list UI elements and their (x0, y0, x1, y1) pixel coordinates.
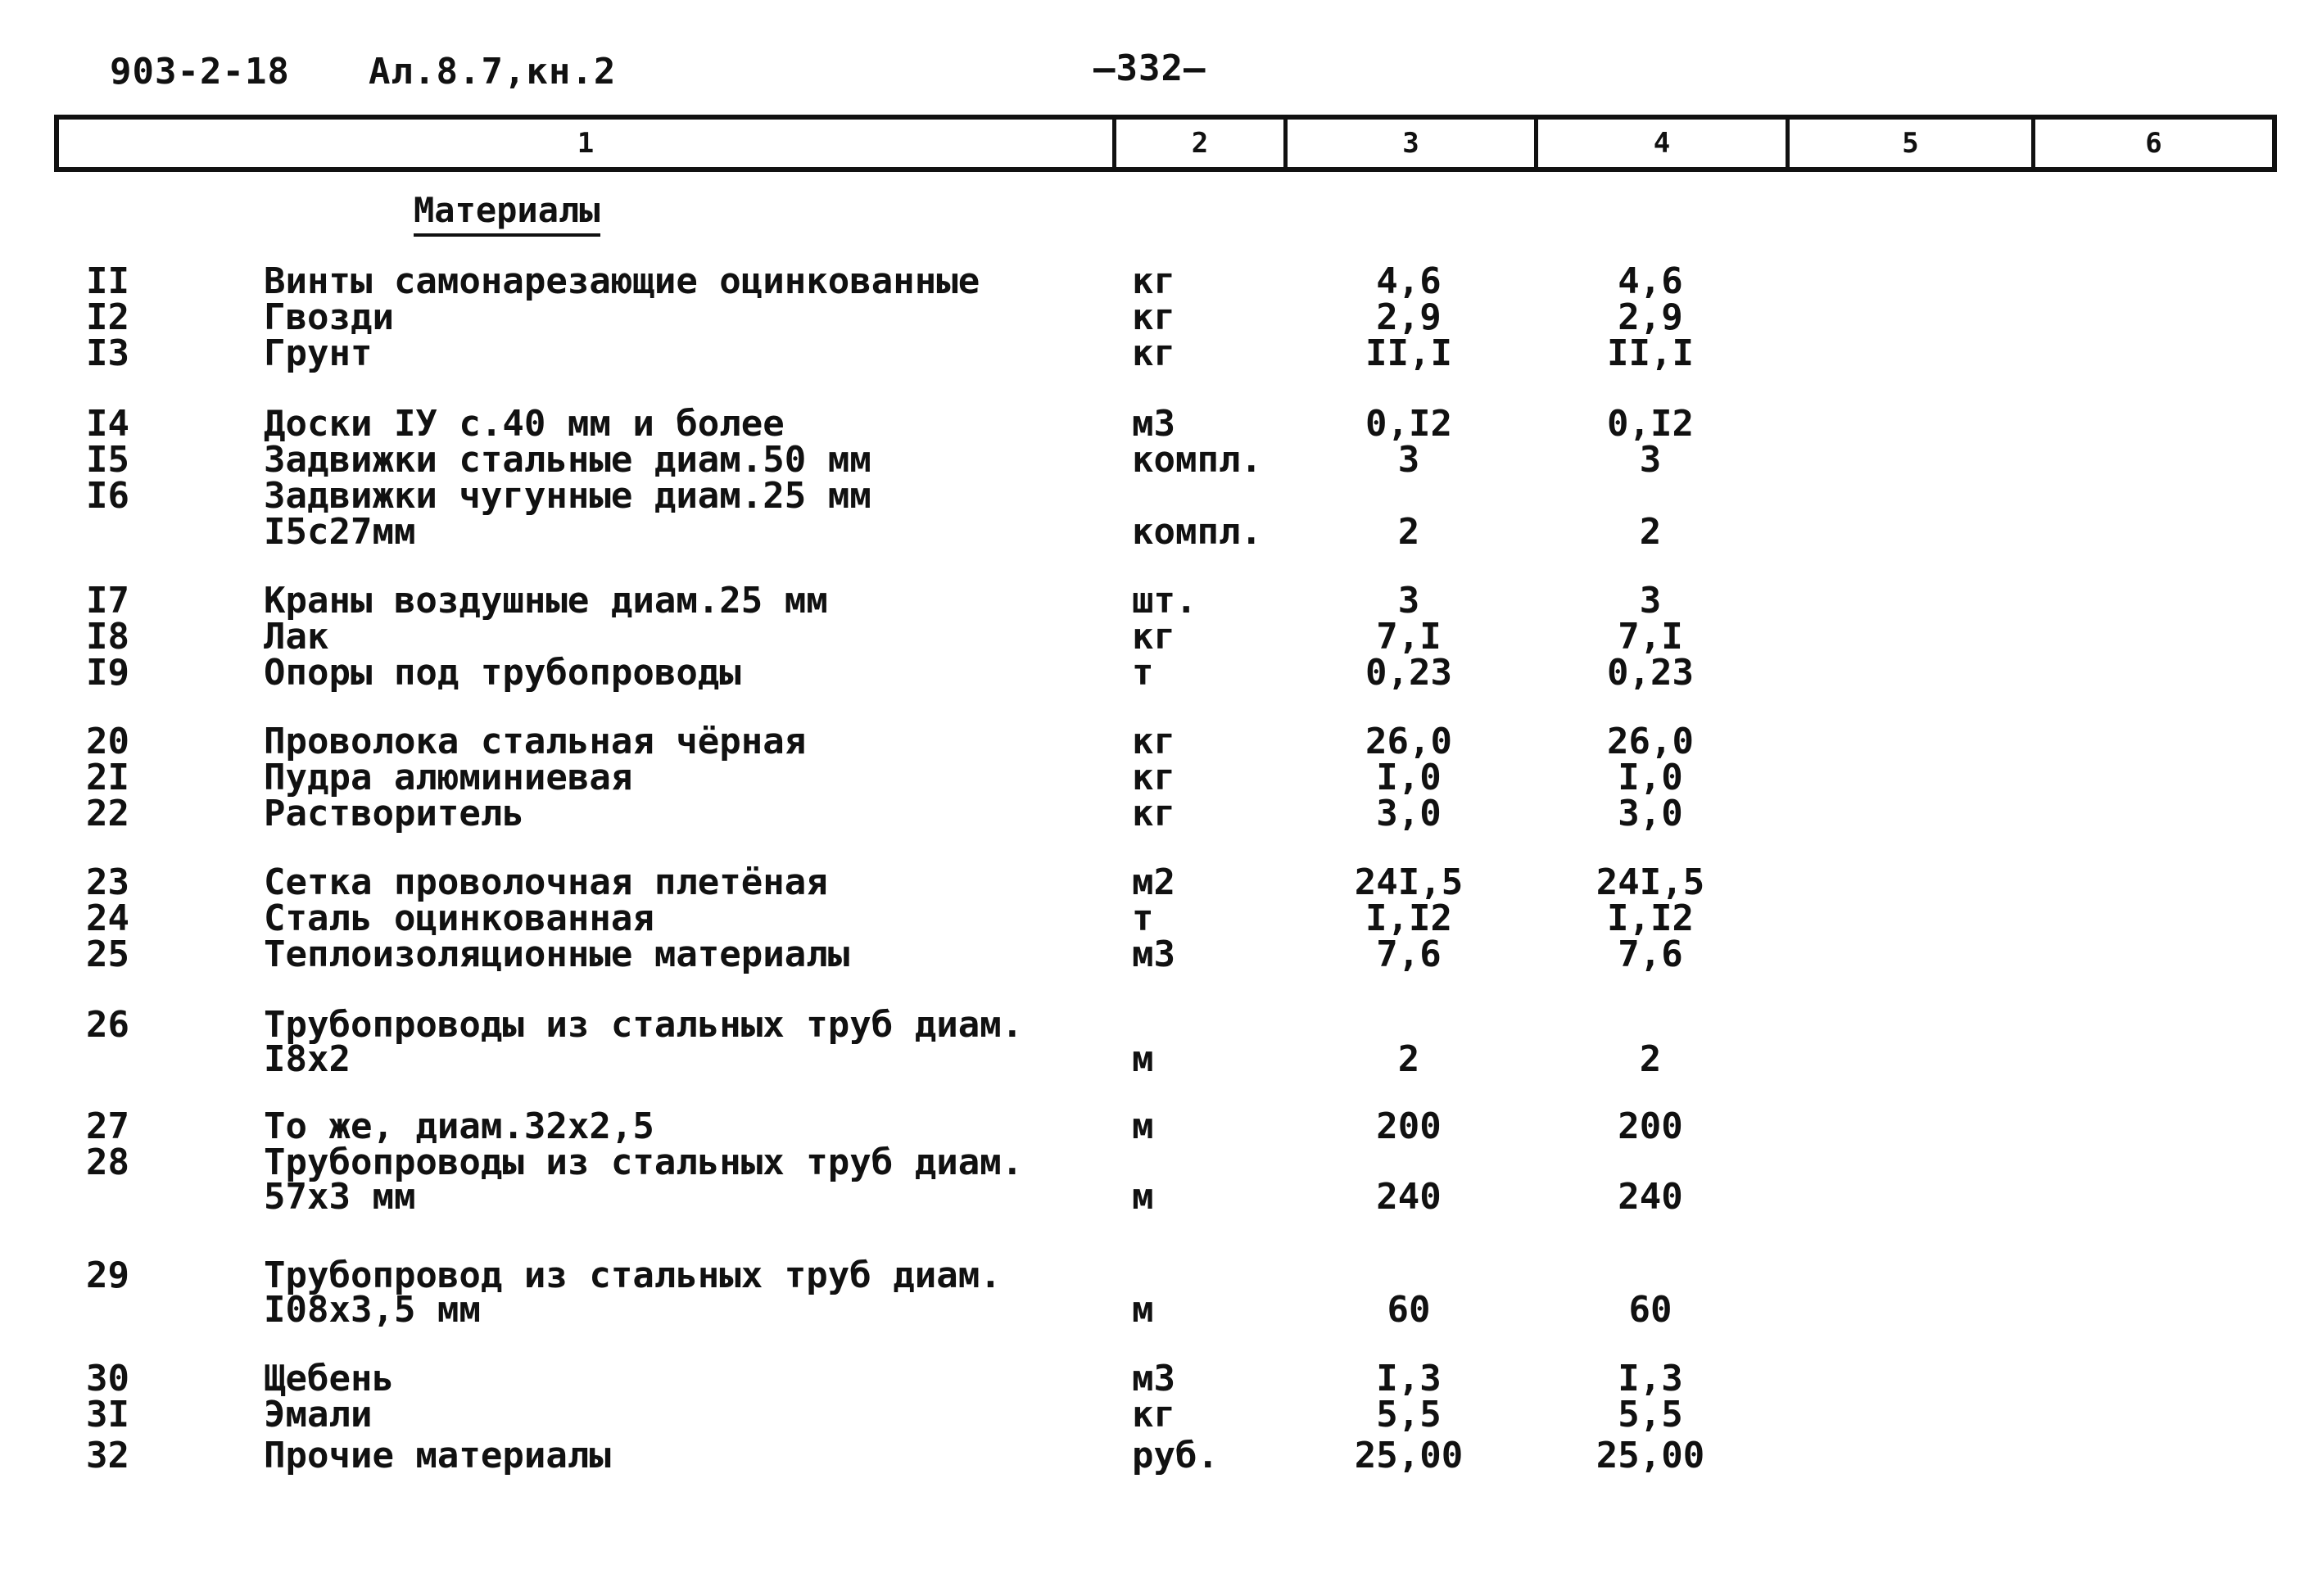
quantity-col-4: 26,0 (1607, 721, 1694, 762)
quantity-col-4: 0,23 (1607, 652, 1694, 694)
table-row (0, 403, 2322, 445)
quantity-col-3: 240 (1376, 1176, 1442, 1218)
material-name: I5с27мм (264, 511, 416, 553)
quantity-col-3: II,I (1365, 332, 1452, 374)
material-name: Задвижки чугунные диам.25 мм (264, 475, 871, 517)
table-row (0, 616, 2322, 658)
table-row (0, 757, 2322, 798)
quantity-col-3: 3 (1397, 580, 1420, 622)
row-number: I9 (86, 652, 129, 694)
table-row (0, 296, 2322, 338)
unit: м (1132, 1038, 1154, 1080)
quantity-col-3: I,I2 (1365, 897, 1452, 939)
row-number: 2I (86, 757, 129, 798)
quantity-col-4: 200 (1618, 1105, 1683, 1147)
quantity-col-3: 0,I2 (1365, 403, 1452, 445)
unit: м2 (1132, 861, 1175, 903)
unit: м3 (1132, 1358, 1175, 1399)
table-row (0, 793, 2322, 834)
table-row (0, 1176, 2322, 1218)
row-number: 27 (86, 1105, 129, 1147)
quantity-col-4: 5,5 (1618, 1394, 1683, 1435)
quantity-col-3: 2,9 (1376, 296, 1442, 338)
material-name: Винты самонарезающие оцинкованные (264, 260, 980, 302)
table-row (0, 1394, 2322, 1435)
column-header-2: 2 (1116, 120, 1288, 167)
table-row (0, 1435, 2322, 1476)
document-code: 903-2-18 (110, 51, 290, 93)
quantity-col-4: 7,I (1618, 616, 1683, 658)
unit: кг (1132, 260, 1175, 302)
quantity-col-3: 2 (1397, 1038, 1420, 1080)
unit: кг (1132, 1394, 1175, 1435)
material-name: Доски IУ с.40 мм и более (264, 403, 785, 445)
quantity-col-4: 7,6 (1618, 934, 1683, 975)
quantity-col-4: I,3 (1618, 1358, 1683, 1399)
quantity-col-4: 2 (1639, 1038, 1662, 1080)
material-name: I08х3,5 мм (264, 1289, 481, 1331)
unit: кг (1132, 721, 1175, 762)
quantity-col-3: I,3 (1376, 1358, 1442, 1399)
row-number: 25 (86, 934, 129, 975)
column-header-4: 4 (1538, 120, 1790, 167)
quantity-col-4: 24I,5 (1596, 861, 1705, 903)
material-name: Прочие материалы (264, 1435, 611, 1476)
quantity-col-4: 2 (1639, 511, 1662, 553)
quantity-col-3: 5,5 (1376, 1394, 1442, 1435)
quantity-col-3: 4,6 (1376, 260, 1442, 302)
row-number: 26 (86, 1004, 129, 1046)
row-number: I5 (86, 439, 129, 481)
quantity-col-3: 26,0 (1365, 721, 1452, 762)
row-number: I2 (86, 296, 129, 338)
material-name: Щебень (264, 1358, 394, 1399)
unit: руб. (1132, 1435, 1219, 1476)
material-name: I8х2 (264, 1038, 351, 1080)
unit: кг (1132, 757, 1175, 798)
table-row (0, 332, 2322, 374)
material-name: Трубопроводы из стальных труб диам. (264, 1004, 1024, 1046)
quantity-col-4: 2,9 (1618, 296, 1683, 338)
quantity-col-4: 3 (1639, 580, 1662, 622)
table-row (0, 1358, 2322, 1399)
row-number: II (86, 260, 129, 302)
table-row (0, 511, 2322, 553)
quantity-col-3: 3 (1397, 439, 1420, 481)
unit: кг (1132, 793, 1175, 834)
material-name: Опоры под трубопроводы (264, 652, 741, 694)
table-row (0, 1105, 2322, 1147)
row-number: 28 (86, 1142, 129, 1183)
quantity-col-3: 24I,5 (1354, 861, 1464, 903)
material-name: Пудра алюминиевая (264, 757, 633, 798)
material-name: Задвижки стальные диам.50 мм (264, 439, 871, 481)
unit: компл. (1132, 439, 1262, 481)
material-name: То же, диам.32х2,5 (264, 1105, 654, 1147)
quantity-col-3: 25,00 (1354, 1435, 1464, 1476)
quantity-col-4: I,I2 (1607, 897, 1694, 939)
column-header-6: 6 (2145, 127, 2162, 160)
quantity-col-4: 240 (1618, 1176, 1683, 1218)
material-name: Трубопровод из стальных труб диам. (264, 1255, 1002, 1296)
material-name: Краны воздушные диам.25 мм (264, 580, 828, 622)
unit: т (1132, 652, 1154, 694)
material-name: Трубопроводы из стальных труб диам. (264, 1142, 1024, 1183)
quantity-col-3: 7,6 (1376, 934, 1442, 975)
unit: м3 (1132, 403, 1175, 445)
table-row (0, 439, 2322, 481)
row-number: 20 (86, 721, 129, 762)
quantity-col-4: 25,00 (1596, 1435, 1705, 1476)
material-name: Лак (264, 616, 329, 658)
unit: кг (1132, 296, 1175, 338)
table-row (0, 1038, 2322, 1080)
row-number: I4 (86, 403, 129, 445)
unit: кг (1132, 332, 1175, 374)
unit: кг (1132, 616, 1175, 658)
table-row (0, 475, 2322, 517)
quantity-col-4: 3,0 (1618, 793, 1683, 834)
row-number: I7 (86, 580, 129, 622)
row-number: 22 (86, 793, 129, 834)
material-name: Сталь оцинкованная (264, 897, 654, 939)
material-name: Эмали (264, 1394, 373, 1435)
row-number: I3 (86, 332, 129, 374)
quantity-col-4: II,I (1607, 332, 1694, 374)
material-name: 57х3 мм (264, 1176, 416, 1218)
material-name: Проволока стальная чёрная (264, 721, 807, 762)
unit: шт. (1132, 580, 1197, 622)
quantity-col-4: 3 (1639, 439, 1662, 481)
table-row (0, 260, 2322, 302)
section-title: Материалы (414, 190, 600, 237)
unit: м (1132, 1105, 1154, 1147)
table-row (0, 580, 2322, 622)
column-header-5: 5 (1790, 120, 2035, 167)
row-number: 29 (86, 1255, 129, 1296)
quantity-col-4: 0,I2 (1607, 403, 1694, 445)
quantity-col-3: 60 (1387, 1289, 1431, 1331)
material-name: Растворитель (264, 793, 524, 834)
unit: компл. (1132, 511, 1262, 553)
quantity-col-3: I,0 (1376, 757, 1442, 798)
material-name: Теплоизоляционные материалы (264, 934, 850, 975)
quantity-col-3: 3,0 (1376, 793, 1442, 834)
table-row (0, 934, 2322, 975)
table-row (0, 721, 2322, 762)
row-number: I6 (86, 475, 129, 517)
unit: т (1132, 897, 1154, 939)
column-header-row (54, 115, 2277, 172)
page-number: —332— (1093, 47, 1206, 89)
quantity-col-3: 2 (1397, 511, 1420, 553)
unit: м (1132, 1289, 1154, 1331)
material-name: Сетка проволочная плетёная (264, 861, 828, 903)
material-name: Грунт (264, 332, 373, 374)
quantity-col-4: I,0 (1618, 757, 1683, 798)
row-number: I8 (86, 616, 129, 658)
unit: м (1132, 1176, 1154, 1218)
quantity-col-3: 200 (1376, 1105, 1442, 1147)
row-number: 24 (86, 897, 129, 939)
album-reference: Ал.8.7,кн.2 (369, 51, 617, 93)
row-number: 30 (86, 1358, 129, 1399)
row-number: 3I (86, 1394, 129, 1435)
row-number: 23 (86, 861, 129, 903)
quantity-col-4: 4,6 (1618, 260, 1683, 302)
quantity-col-3: 7,I (1376, 616, 1442, 658)
material-name: Гвозди (264, 296, 394, 338)
row-number: 32 (86, 1435, 129, 1476)
table-row (0, 652, 2322, 694)
column-header-1: 1 (59, 120, 1116, 167)
unit: м3 (1132, 934, 1175, 975)
quantity-col-3: 0,23 (1365, 652, 1452, 694)
table-row (0, 861, 2322, 903)
column-header-3: 3 (1288, 120, 1538, 167)
quantity-col-4: 60 (1628, 1289, 1672, 1331)
table-row (0, 897, 2322, 939)
table-row (0, 1289, 2322, 1331)
